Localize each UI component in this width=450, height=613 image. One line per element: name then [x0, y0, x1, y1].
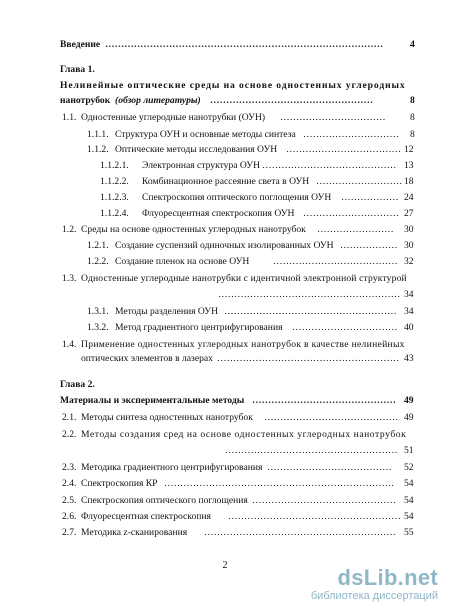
toc-title-suffix: (обзор литературы) [115, 95, 201, 106]
toc-title: Метод градиентного центрифугирования [115, 322, 283, 333]
toc-title: Спектроскопия оптического поглощения ОУН [142, 192, 332, 203]
toc-page-number: 34 [404, 306, 414, 317]
toc-page-number: 54 [404, 495, 414, 506]
toc-title: Оптические методы исследования ОУН [115, 144, 278, 155]
toc-number: 2.6. [62, 511, 77, 522]
toc-entry-1-4-continued[interactable] [0, 352, 450, 366]
toc-entry-1-1[interactable] [0, 111, 450, 125]
toc-entry-1-4[interactable] [0, 338, 450, 352]
toc-leader: ……………………………………………………………… [164, 478, 395, 489]
toc-title: Методика z-сканирования [81, 527, 188, 538]
toc-entry-intro[interactable] [0, 38, 450, 52]
toc-leader: …………………………… [280, 112, 386, 123]
toc-page-number: 13 [404, 160, 414, 171]
toc-title: Одностенные углеродные нанотрубки с идентичной электронной структурой [81, 273, 407, 284]
toc-title: Методы создания сред на основе одностенных углеродных нанотрубок [81, 429, 407, 440]
toc-number: 2.4. [62, 478, 77, 489]
toc-number: 1.1.2. [87, 144, 109, 155]
toc-leader: …………………………………………… [210, 95, 374, 106]
toc-page-number: 30 [404, 224, 414, 235]
toc-title: Спектроскопия оптического поглощения [81, 495, 248, 506]
toc-leader: ……………………………………………… [228, 511, 401, 522]
toc-leader: ……………………………… [286, 144, 402, 155]
toc-title: Флуоресцентная спектроскопия ОУН [142, 208, 295, 219]
toc-entry-1-3-continued[interactable] [0, 288, 450, 302]
toc-entry-1-3-2[interactable] [0, 321, 450, 335]
toc-leader: …………………………………… [264, 412, 399, 423]
toc-leader: ………………………… [303, 129, 399, 140]
toc-page-number: 30 [404, 240, 414, 251]
toc-page-number: 4 [410, 39, 415, 50]
watermark-caption: библиотека диссертаций [310, 590, 438, 602]
toc-number: 1.2. [62, 224, 77, 235]
toc-leader: ………………………………… [273, 256, 398, 267]
toc-title: Методы разделения ОУН [115, 306, 219, 317]
toc-entry-2-2[interactable] [0, 428, 450, 442]
toc-number: 1.1.2.2. [100, 176, 129, 187]
toc-leader: ………………………………………………… [217, 353, 400, 364]
watermark-brand: dsLib.net [337, 565, 438, 590]
toc-title: Глава 2. [60, 379, 95, 390]
toc-number: 1.4. [62, 339, 77, 350]
toc-entry-1-2[interactable] [0, 223, 450, 237]
toc-entry-2-6[interactable] [0, 510, 450, 524]
toc-title: нанотрубок [60, 95, 111, 106]
toc-number: 2.1. [62, 412, 77, 423]
toc-leader: ………………………… [303, 208, 399, 219]
toc-page-number: 49 [404, 395, 414, 406]
toc-leader: ……………… [340, 240, 398, 251]
toc-title: Методика градиентного центрифугирования [81, 462, 263, 473]
toc-leader: ……………………………………………… [224, 306, 397, 317]
toc-title: Комбинационное рассеяние света в ОУН [142, 176, 310, 187]
toc-title: Электронная структура ОУН [142, 160, 261, 171]
toc-leader: ……………………………………………… [225, 445, 398, 456]
toc-entry-2-5[interactable] [0, 494, 450, 508]
toc-entry-1-1-2-4[interactable] [0, 207, 450, 221]
toc-title: Спектроскопия КР [81, 478, 158, 489]
toc-entry-1-3-1[interactable] [0, 305, 450, 319]
toc-number: 1.3.1. [87, 306, 109, 317]
toc-chapter-title [0, 79, 450, 93]
toc-page-number: 34 [404, 289, 414, 300]
toc-number: 1.3. [62, 273, 77, 284]
toc-entry-1-1-1[interactable] [0, 128, 450, 142]
toc-title: Применение одностенных углеродных нанотрубок в качестве нелинейных [81, 339, 405, 350]
toc-number: 1.1.1. [87, 129, 109, 140]
toc-number: 1.1.2.1. [100, 160, 129, 171]
toc-page-number: 32 [404, 256, 414, 267]
toc-page-number: 8 [410, 129, 415, 140]
toc-page-number: 27 [404, 208, 414, 219]
toc-number: 1.1.2.3. [100, 192, 129, 203]
toc-page-number: 18 [404, 176, 414, 187]
toc-page-number: 40 [404, 322, 414, 333]
toc-title: Методы синтеза одностенных нанотрубок [81, 412, 253, 423]
toc-page-number: 52 [404, 462, 414, 473]
toc-number: 1.1. [62, 112, 77, 123]
toc-page-number: 49 [404, 412, 414, 423]
toc-page-number: 24 [404, 192, 414, 203]
toc-entry-1-2-1[interactable] [0, 239, 450, 253]
toc-number: 2.5. [62, 495, 77, 506]
toc-leader: …………………………… [292, 322, 398, 333]
toc-entry-1-2-2[interactable] [0, 255, 450, 269]
toc-entry-1-3[interactable] [0, 272, 450, 286]
toc-entry-1-1-2[interactable] [0, 143, 450, 157]
toc-leader: …………………………………… [262, 160, 397, 171]
toc-title: оптических элементов в лазерах [81, 353, 213, 364]
toc-title: Флуоресцентная спектроскопия [81, 511, 211, 522]
toc-title: Структура ОУН и основные методы синтеза [115, 129, 296, 140]
toc-leader: …………………… [317, 224, 394, 235]
toc-title: Одностенные углеродные нанотрубки (ОУН) [81, 112, 266, 123]
toc-page-number: 54 [404, 478, 414, 489]
toc-leader: ……………………………………… [252, 395, 396, 406]
toc-entry-1-1-2-1[interactable] [0, 159, 450, 173]
toc-number: 1.1.2.4. [100, 208, 129, 219]
toc-entry-chapter2[interactable] [0, 394, 450, 408]
toc-entry-chapter1[interactable] [0, 94, 450, 108]
toc-page-number: 8 [410, 95, 415, 106]
toc-chapter-heading [0, 378, 450, 392]
toc-title: Введение [60, 39, 101, 50]
toc-page-number: 12 [404, 144, 414, 155]
toc-number: 1.2.1. [87, 240, 109, 251]
toc-number: 2.7. [62, 527, 77, 538]
watermark-logo[interactable] [278, 567, 438, 602]
toc-leader: ………………………………… [267, 462, 392, 473]
toc-number: 2.2. [62, 429, 77, 440]
toc-leader: ……………………… [316, 176, 403, 187]
toc-title: Создание суспензий одиночных изолированных ОУН [115, 240, 334, 251]
toc-page-number: 8 [410, 112, 415, 123]
toc-number: 2.3. [62, 462, 77, 473]
toc-entry-1-1-2-2[interactable] [0, 175, 450, 189]
toc-title: Материалы и экспериментальные методы [60, 395, 245, 406]
toc-title: Глава 1. [60, 64, 95, 75]
toc-entry-2-4[interactable] [0, 477, 450, 491]
toc-page-number: 55 [404, 527, 414, 538]
toc-leader: ………………………………………………… [218, 289, 401, 300]
toc-title: Создание пленок на основе ОУН [115, 256, 250, 267]
toc-title: Среды на основе одностенных углеродных нанотрубок [81, 224, 306, 235]
page-number: 2 [222, 560, 228, 571]
toc-page-number: 43 [404, 353, 414, 364]
toc-entry-2-2-continued[interactable] [0, 444, 450, 458]
toc-page-number: 51 [404, 445, 414, 456]
toc-chapter-heading [0, 63, 450, 77]
toc-leader: …………………………………………………… [204, 527, 396, 538]
toc-entry-2-7[interactable] [0, 526, 450, 540]
toc-entry-2-1[interactable] [0, 411, 450, 425]
toc-page-number: 54 [404, 511, 414, 522]
toc-entry-2-3[interactable] [0, 461, 450, 475]
toc-title: Нелинейные оптические среды на основе одностенных углеродных [60, 80, 406, 91]
toc-entry-1-1-2-3[interactable] [0, 191, 450, 205]
toc-number: 1.2.2. [87, 256, 109, 267]
toc-leader: …………………………………………………………………………… [105, 39, 384, 50]
toc-number: 1.3.2. [87, 322, 109, 333]
toc-leader: ……………………………………… [252, 495, 396, 506]
toc-leader: ……………… [341, 192, 399, 203]
